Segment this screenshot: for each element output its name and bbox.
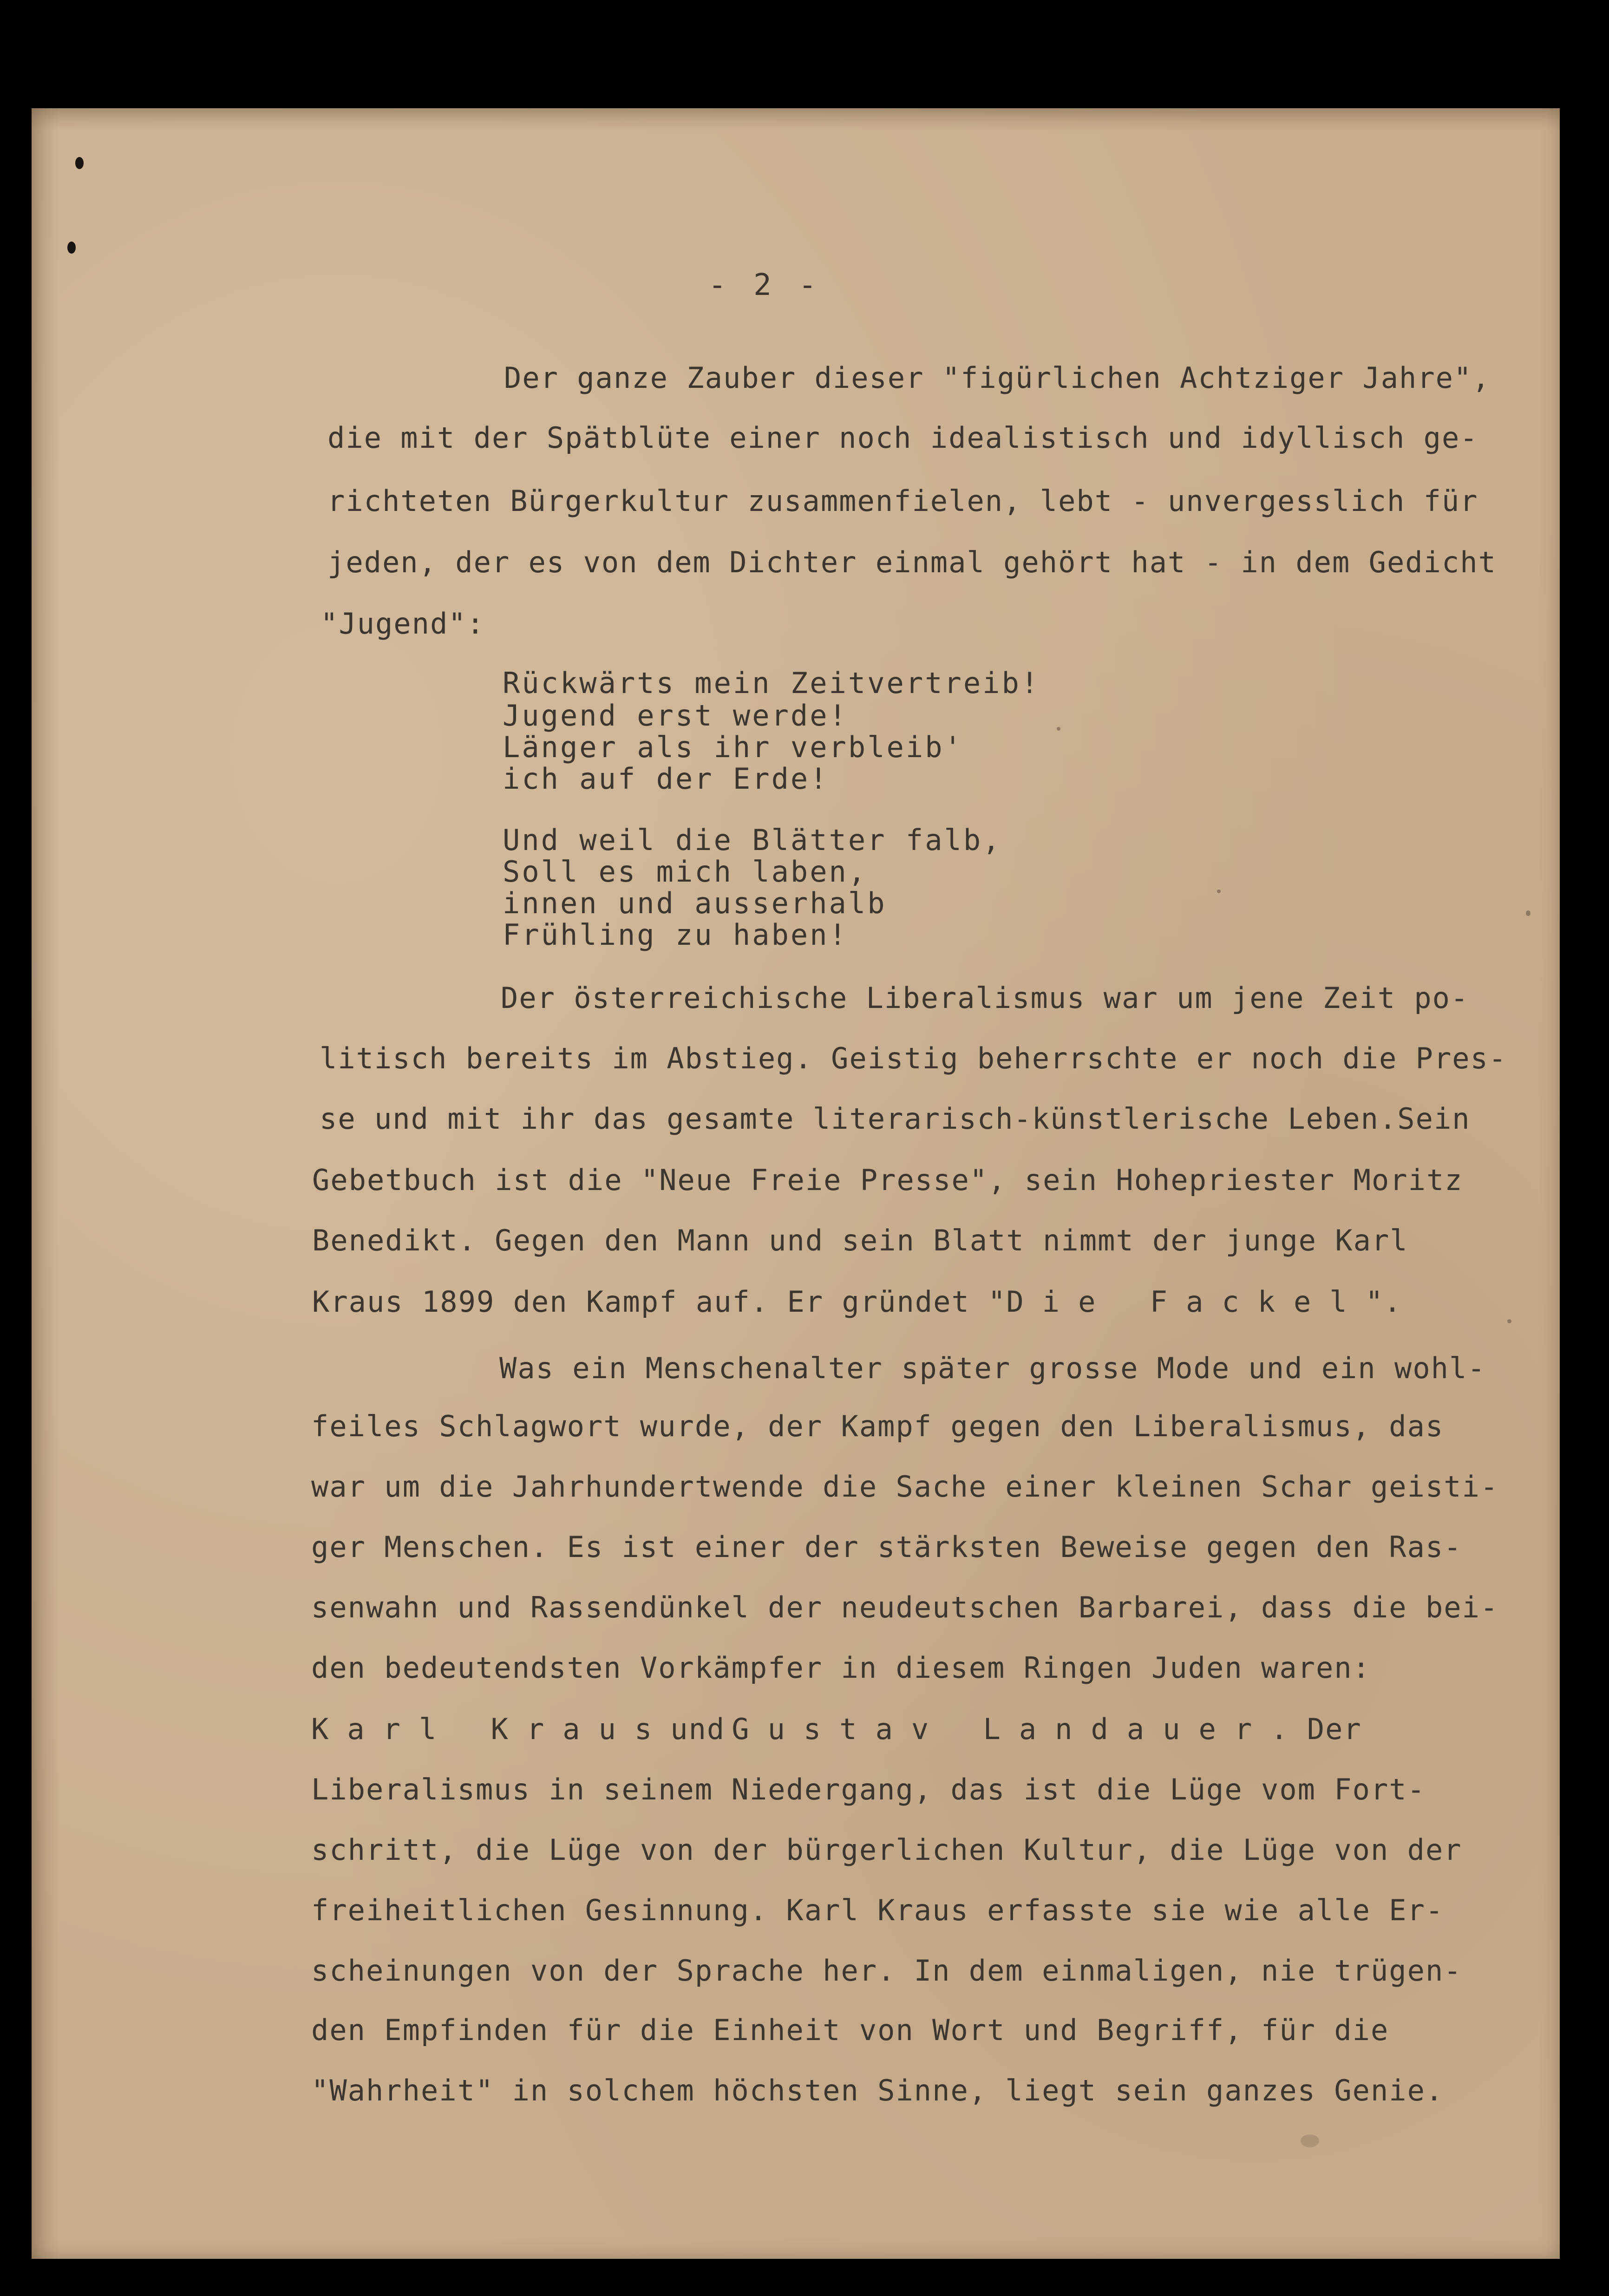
poem-line: Und weil die Blätter falb, (503, 823, 1002, 857)
poem-line: Jugend erst werde! (503, 699, 848, 733)
line-text: und (670, 1712, 726, 1746)
paper-speck (1507, 1319, 1511, 1323)
paragraph-line-names (311, 1712, 1362, 1746)
poem-line: ich auf der Erde! (503, 762, 829, 796)
punch-hole-top (75, 157, 84, 169)
paragraph-line: Der österreichische Liberalismus war um jene Zeit po- (501, 981, 1469, 1015)
paragraph-line-fackel (312, 1285, 1402, 1319)
poem-line: Rückwärts mein Zeitvertreib! (503, 666, 1040, 700)
paragraph-line: freiheitlichen Gesinnung. Karl Kraus erfasste sie wie alle Er- (311, 1893, 1444, 1927)
paragraph-line: Der ganze Zauber dieser "figürlichen Achtziger Jahre", (504, 361, 1491, 395)
journal-title: Die Fackel (1006, 1285, 1366, 1319)
punch-hole-bottom (67, 242, 76, 254)
poem-line: innen und ausserhalb (503, 886, 887, 920)
paragraph-line: ger Menschen. Es ist einer der stärksten Beweise gegen den Ras- (311, 1530, 1462, 1564)
paragraph-line: die mit der Spätblüte einer noch idealistisch und idyllisch ge- (327, 421, 1478, 455)
paragraph-line: Gebetbuch ist die "Neue Freie Presse", sein Hohepriester Moritz (312, 1163, 1463, 1197)
paragraph-line: scheinungen von der Sprache her. In dem einmaligen, nie trügen- (311, 1954, 1462, 1988)
paper-speck (1526, 910, 1531, 916)
poem-line: Soll es mich laben, (503, 855, 868, 889)
paragraph-line: den bedeutendsten Vorkämpfer in diesem Ringen Juden waren: (311, 1651, 1371, 1685)
paragraph-line: se und mit ihr das gesamte literarisch-künstlerische Leben.Sein (320, 1102, 1471, 1136)
paragraph-line: jeden, der es von dem Dichter einmal gehört hat - in dem Gedicht (327, 545, 1497, 579)
poem-line: Länger als ihr verbleib' (503, 730, 963, 764)
paragraph-line: den Empfinden für die Einheit von Wort und Begriff, für die (311, 2013, 1389, 2047)
paragraph-line: richteten Bürgerkultur zusammenfielen, lebt - unvergesslich für (327, 484, 1478, 518)
paragraph-line: war um die Jahrhundertwende die Sache einer kleinen Schar geisti- (311, 1470, 1499, 1504)
paper-speck (1057, 727, 1060, 731)
person-name: Gustav Landauer (732, 1712, 1271, 1746)
paragraph-line: "Jugend": (320, 607, 485, 641)
paragraph-line: Was ein Menschenalter später grosse Mode und ein wohl- (499, 1351, 1486, 1385)
paragraph-line: feiles Schlagwort wurde, der Kampf gegen den Liberalismus, das (311, 1409, 1444, 1443)
line-text: ". (1365, 1285, 1402, 1319)
paragraph-line: Liberalismus in seinem Niedergang, das ist die Lüge vom Fort- (311, 1773, 1426, 1806)
paragraph-line: senwahn und Rassendünkel der neudeutschen Barbarei, dass die bei- (311, 1590, 1499, 1624)
poem-line: Frühling zu haben! (503, 918, 848, 952)
paragraph-line: Benedikt. Gegen den Mann und sein Blatt nimmt der junge Karl (312, 1223, 1408, 1257)
person-name: Karl Kraus (311, 1712, 671, 1746)
paragraph-line: litisch bereits im Abstieg. Geistig beherrschte er noch die Pres- (320, 1041, 1507, 1075)
page-number: - 2 - (708, 268, 821, 302)
line-text: . Der (1270, 1712, 1362, 1746)
line-text: Kraus 1899 den Kampf auf. Er gründet " (312, 1285, 1007, 1319)
paper-speck (1301, 2134, 1319, 2147)
paragraph-line: "Wahrheit" in solchem höchsten Sinne, liegt sein ganzes Genie. (311, 2074, 1444, 2107)
paper-speck (1217, 890, 1221, 893)
paragraph-line: schritt, die Lüge von der bürgerlichen Kultur, die Lüge von der (311, 1833, 1462, 1867)
